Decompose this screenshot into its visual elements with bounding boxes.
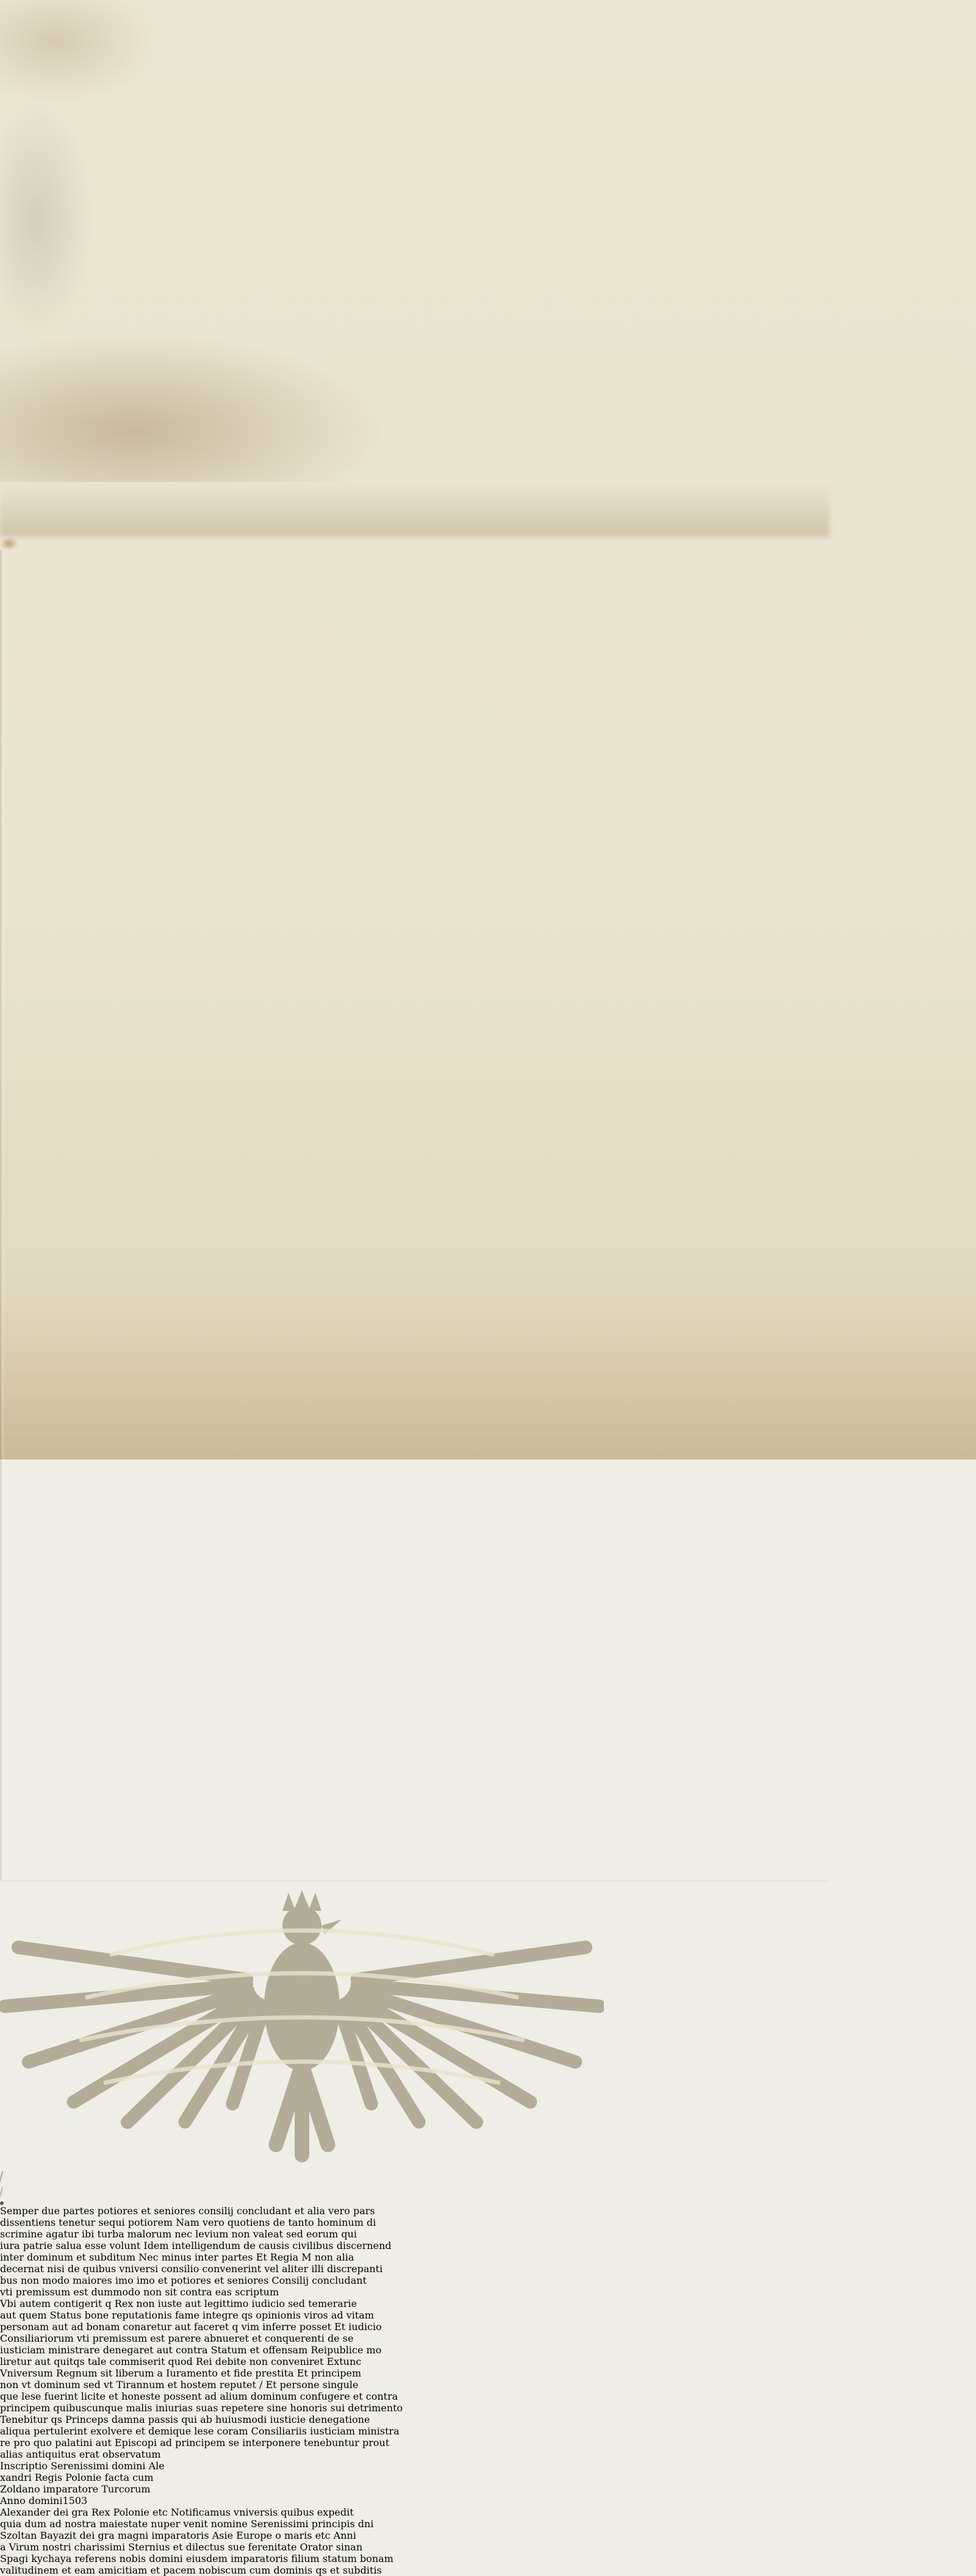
text-line: liretur aut quitqs tale commiserit quod Rei debite non conveniret Extunc — [0, 2356, 362, 2367]
text-line: scrimine agatur ibi turba malorum nec levium non valeat sed eorum qui — [0, 2228, 357, 2240]
fold-crease — [0, 550, 2, 1880]
heading-line: xandri Regis Polonie facta cum — [0, 2472, 154, 2483]
text-line: valitudinem et eam amicitiam et pacem nobiscum cum dominis qs et subditis — [0, 2564, 382, 2576]
text-line: iusticiam ministrare denegaret aut contra Statum et offensam Reipublice mo — [0, 2344, 382, 2356]
text-line: dissentiens tenetur sequi potiorem Nam vero quotiens de tanto hominum di — [0, 2217, 376, 2228]
heading-anno-year: 1503 — [62, 2495, 88, 2506]
paragraph-4 — [0, 2506, 976, 2576]
text-line: Alexander dei gra Rex Polonie etc Notificamus vniversis quibus expedit — [0, 2506, 354, 2518]
stain — [0, 0, 159, 104]
stain — [0, 482, 830, 537]
text-line: non vt dominum sed vt Tirannum et hostem reputet / Et persone singule — [0, 2379, 359, 2391]
text-line: Szoltan Bayazit dei gra magni imparatoris Asie Europe o maris etc Anni — [0, 2530, 356, 2541]
pencil-mark — [0, 2171, 4, 2187]
text-line: Tenebitur qs Princeps damna passis qui ab huiusmodi iusticie denegatione — [0, 2414, 370, 2425]
stain — [0, 104, 92, 336]
pencil-mark — [0, 2187, 3, 2201]
text-line: vti premissum est dummodo non sit contra eas scriptum — [0, 2286, 279, 2298]
eagle-watermark-icon — [0, 1882, 604, 2168]
text-line: Semper due partes potiores et seniores consilij concludant et alia vero pars — [0, 2205, 375, 2217]
text-line: iura patrie salua esse volunt Idem intelligendum de causis civilibus discernend — [0, 2240, 392, 2251]
text-line: Spagi kychaya referens nobis domini eiusdem imparatoris filium statum bonam — [0, 2553, 393, 2564]
heading-line: Inscriptio Serenissimi domini Ale — [0, 2460, 165, 2472]
text-line: Vbi autem contigerit q Rex non iuste aut legittimo iudicio sed temerarie — [0, 2298, 357, 2309]
heading-line: Zoldano imparatore Turcorum — [0, 2483, 151, 2495]
text-line: a Virum nostri charissimi Sternius et dilectus sue ferenitate Orator sinan — [0, 2541, 363, 2553]
paragraph-1 — [0, 2205, 976, 2298]
text-line: aliqua pertulerint exolvere et demique lese coram Consiliariis iusticiam ministra — [0, 2425, 400, 2437]
text-line: principem quibuscunque malis iniurias suas repetere sine honoris sui detrimento — [0, 2402, 403, 2414]
text-line: inter dominum et subditum Nec minus inter partes Et Regia M non alia — [0, 2251, 354, 2263]
heading-line-year — [0, 2495, 976, 2506]
text-line: re pro quo palatini aut Episcopi ad principem se interponere tenebuntur prout — [0, 2437, 390, 2448]
paragraph-2 — [0, 2298, 976, 2414]
text-line: decernat nisi de quibus vniversi consilio convenerint vel aliter illi discrepanti — [0, 2263, 383, 2275]
paragraph-3 — [0, 2414, 976, 2460]
text-line: personam aut ad bonam conaretur aut faceret q vim inferre posset Et iudicio — [0, 2321, 382, 2333]
text-line: quia dum ad nostra maiestate nuper venit nomine Serenissimi principis dni — [0, 2518, 374, 2530]
text-line: bus non modo maiores imo imo et potiores et seniores Consilij concludant — [0, 2275, 367, 2286]
text-line: Consiliariorum vti premissum est parere abnueret et conquerenti de se — [0, 2333, 354, 2344]
text-line: alias antiquitus erat observatum — [0, 2448, 161, 2460]
handwritten-text — [0, 2205, 976, 2576]
stain — [0, 537, 18, 550]
text-line: que lese fuerint licite et honeste possent ad alium dominum confugere et contra — [0, 2391, 398, 2402]
inscription-heading — [0, 2460, 976, 2506]
text-line: Vniversum Regnum sit liberum a Iuramento et fide prestita Et principem — [0, 2367, 362, 2379]
heading-anno-prefix: Anno domini — [0, 2495, 63, 2506]
stain — [0, 336, 378, 482]
text-line: aut quem Status bone reputationis fame integre qs opinionis viros ad vitam — [0, 2309, 375, 2321]
